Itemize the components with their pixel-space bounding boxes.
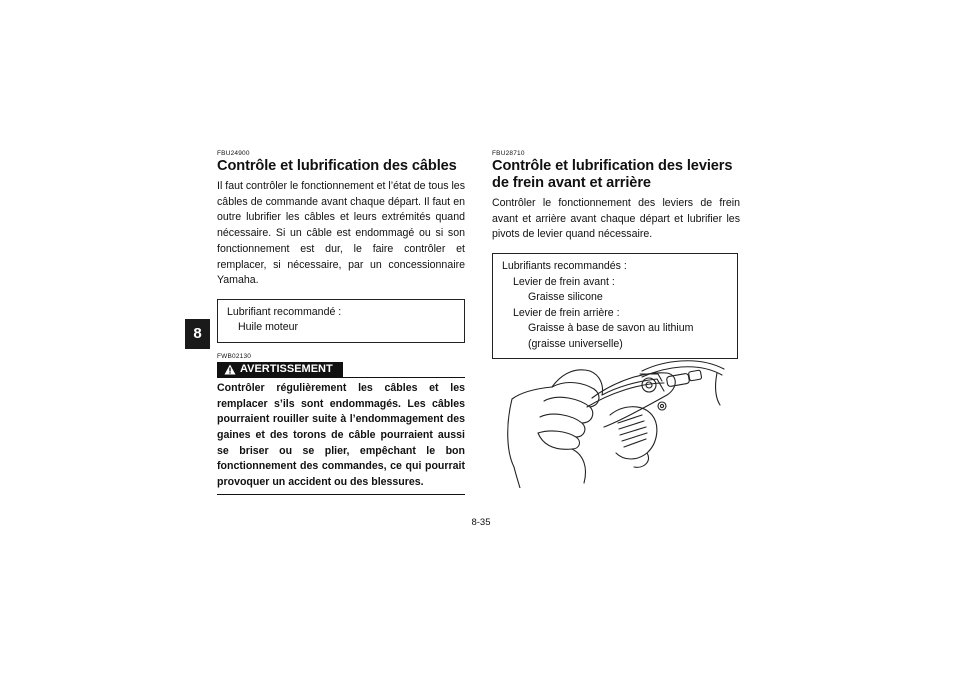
warning-text: Contrôler régulièrement les câbles et les remplacer s’ils sont endommagés. Les câbles pourraient rouiller suite à l’endommagement des gaines et des torons de câble pourraient aussi se briser ou se plier, empêchant le bon fonctionnement des commandes, ce qui pourrait provoquer un accident ou des blessures. xyxy=(217,381,465,495)
lubricant-value: Huile moteur xyxy=(238,321,299,334)
section-code: FBU28710 xyxy=(492,150,525,157)
section-title: Contrôle et lubrification des leviers de frein avant et arrière xyxy=(492,158,733,191)
brake-lever-illustration xyxy=(492,343,742,488)
lubricants-label: Lubrifiants recommandés : xyxy=(502,260,627,273)
front-brake-value: Graisse silicone xyxy=(528,291,603,304)
right-column xyxy=(492,150,740,359)
left-column xyxy=(217,150,465,495)
section-code: FBU24900 xyxy=(217,150,250,157)
warning-header xyxy=(217,362,465,378)
lubricant-label: Lubrifiant recommandé : xyxy=(227,305,342,318)
warning-badge xyxy=(217,362,343,377)
rear-brake-label: Levier de frein arrière : xyxy=(513,306,620,319)
page-number: 8-35 xyxy=(471,517,491,528)
lubricant-box xyxy=(217,299,465,343)
front-brake-label: Levier de frein avant : xyxy=(513,275,615,288)
section-paragraph: Il faut contrôler le fonctionnement et l’état de tous les câbles de commande avant chaque départ. Il faut en outre lubrifier les câbles et leurs extrémités quand nécessaire. Si un câble est endommagé ou si son fonctionnement est dur, le faire contrôler et remplacer, si nécessaire, par un concessionnaire Yamaha. xyxy=(217,180,465,287)
warning-code: FWB02130 xyxy=(217,352,252,360)
rear-brake-value-1: Graisse à base de savon au lithium xyxy=(528,322,694,335)
section-title: Contrôle et lubrification des câbles xyxy=(217,158,457,174)
warning-triangle-icon xyxy=(224,364,236,375)
chapter-tab: 8 xyxy=(185,319,210,349)
section-paragraph: Contrôler le fonctionnement des leviers de frein avant et arrière avant chaque départ et lubrifier les pivots de levier quand nécessaire. xyxy=(492,197,740,241)
rear-brake-value-2: (graisse universelle) xyxy=(528,337,623,350)
warning-badge-label: AVERTISSEMENT xyxy=(240,363,333,376)
